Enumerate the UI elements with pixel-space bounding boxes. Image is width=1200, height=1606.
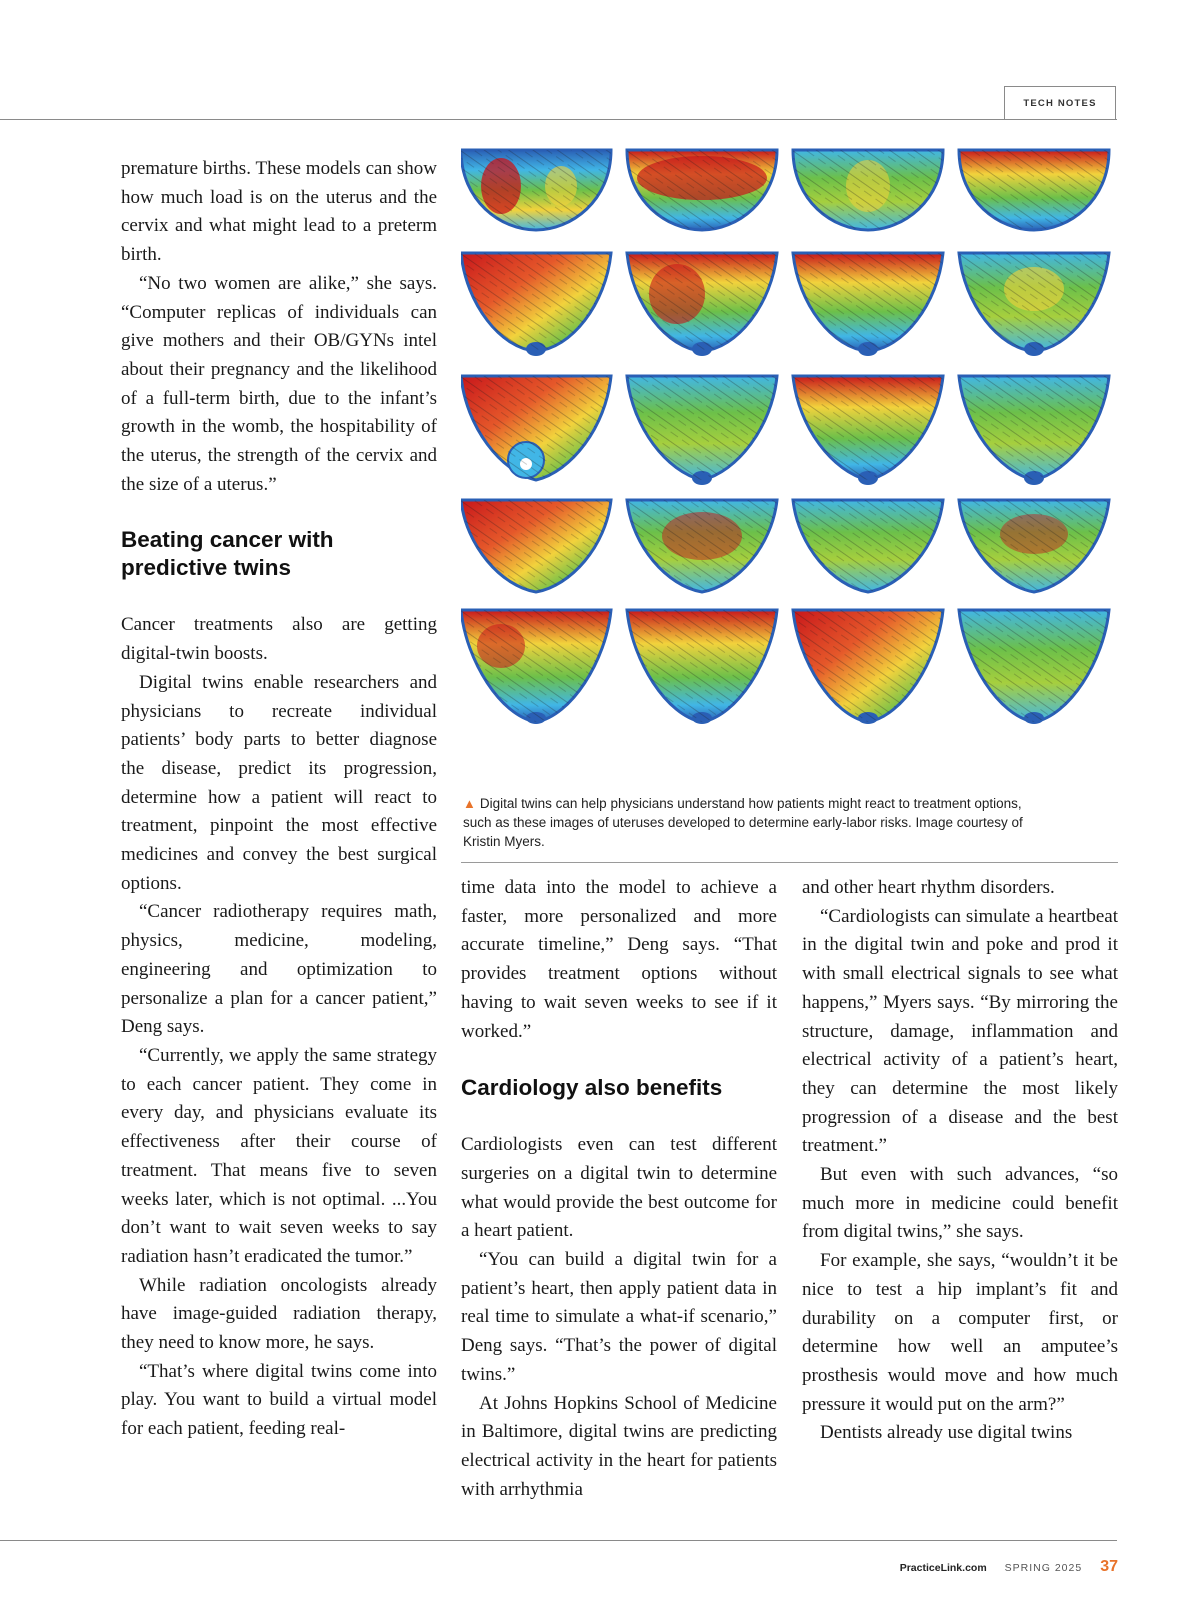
uterus-image-grid (461, 146, 1118, 761)
uterus-image (461, 376, 611, 480)
heading-line: predictive twins (121, 555, 292, 581)
uterus-image (461, 500, 611, 592)
paragraph: Cancer treatments also are getting digital-twin boosts. (121, 614, 437, 665)
column-2 (461, 874, 777, 1504)
caption-rule (461, 862, 1118, 863)
uterus-image (461, 610, 611, 724)
row-2 (461, 253, 1109, 356)
uterus-image (959, 500, 1109, 592)
caption-triangle-icon: ▲ (463, 796, 476, 811)
uterus-image (461, 253, 611, 356)
paragraph: At Johns Hopkins School of Medicine in Baltimore, digital twins are predicting electrical activity in the heart for patients with arrhythmia (461, 1392, 777, 1500)
footer-rule (0, 1540, 1117, 1541)
column-3 (802, 874, 1118, 1448)
heading-line: Beating cancer with (121, 527, 334, 553)
paragraph: While radiation oncologists already have image-guided radiation therapy, they need to know more, he says. (121, 1274, 437, 1354)
uterus-image (959, 376, 1109, 485)
paragraph: For example, she says, “wouldn’t it be nice to test a hip implant’s fit and durability on a computer first, or determine how well an amputee’s prosthesis would move and how much pressure it would put on the arm?” (802, 1250, 1118, 1415)
uterus-image (627, 376, 777, 485)
paragraph: and other heart rhythm disorders. (802, 877, 1055, 898)
paragraph: “You can build a digital twin for a patient’s heart, then apply patient data in real time to simulate a what-if scenario,” Deng says. “That’s the power of digital twins.” (461, 1249, 777, 1385)
uterus-image (959, 150, 1109, 230)
uterus-image (793, 376, 943, 485)
paragraph: Dentists already use digital twins (820, 1422, 1073, 1444)
section-tag: TECH NOTES (1004, 86, 1116, 119)
row-4 (461, 500, 1109, 592)
uterus-image (627, 500, 777, 592)
uterus-image (627, 253, 777, 356)
section-heading-cardiology: Cardiology also benefits (461, 1075, 723, 1101)
uterus-image (793, 500, 943, 592)
paragraph: “Cancer radiotherapy requires math, physics, medicine, modeling, engineering and optimization to personalize a plan for a cancer patient,” Deng says. (121, 901, 437, 1038)
row-5 (461, 610, 1109, 724)
paragraph: “No two women are alike,” she says. “Computer replicas of individuals can give mothers and their OB/GYNs intel about their pregnancy and the likelihood of a full-term birth, due to the infant’s growth in the womb, the hospitability of the uterus, the strength of the cervix and the size of a uterus.” (121, 272, 437, 495)
uterus-image (959, 253, 1109, 356)
footer-site-link[interactable]: PracticeLink.com (899, 1562, 987, 1574)
uterus-image (793, 150, 943, 230)
paragraph: premature births. These models can show how much load is on the uterus and the cervix and what might lead to a preterm birth. (121, 158, 437, 266)
paragraph: “That’s where digital twins come into play. You want to build a virtual model for each patient, feeding real- (121, 1360, 437, 1440)
paragraph: Digital twins enable researchers and physicians to recreate individual patients’ body parts to better diagnose the disease, predict its progression, determine how a patient will react to treatment, pinpoint the most effective medicines and convey the best surgical options. (121, 671, 437, 894)
uterus-image (627, 610, 777, 724)
row-1 (461, 150, 1109, 230)
page-number: 37 (1100, 1558, 1118, 1575)
uterus-image (461, 150, 611, 230)
column-1 (121, 155, 437, 1444)
header-rule (0, 119, 1117, 120)
paragraph: time data into the model to achieve a faster, more personalized and more accurate timeline,” Deng says. “That provides treatment options without having to wait seven weeks to see if it worked.” (461, 877, 777, 1042)
section-heading-cancer (121, 526, 437, 582)
page-footer (900, 1558, 1118, 1576)
uterus-image (627, 150, 777, 230)
uterus-simulation-figure (461, 146, 1118, 761)
paragraph: “Currently, we apply the same strategy to each cancer patient. They come in every day, and physicians evaluate its effectiveness after their course of treatment. That means five to seven weeks later, which is not optimal. ...You don’t want to wait seven weeks to say radiation hasn’t eradicated the tumor.” (121, 1044, 437, 1267)
paragraph: But even with such advances, “so much more in medicine could benefit from digital twins,” she says. (802, 1164, 1118, 1243)
uterus-image (793, 610, 943, 724)
uterus-image (959, 610, 1109, 724)
footer-issue: SPRING 2025 (1004, 1562, 1083, 1574)
caption-text: Digital twins can help physicians understand how patients might react to treatment options, such as these images of uteruses developed to determine early-labor risks. Image courtesy of Kristin Myers. (463, 796, 1023, 849)
figure-caption (463, 794, 1023, 851)
row-3 (461, 376, 1109, 485)
paragraph: Cardiologists even can test different surgeries on a digital twin to determine what would provide the best outcome for a heart patient. (461, 1134, 777, 1242)
paragraph: “Cardiologists can simulate a heartbeat in the digital twin and poke and prod it with small electrical signals to see what happens,” Myers says. “By mirroring the structure, damage, inflammation and electrical activity of a patient’s heart, they can determine the most likely progression of a disease and the best treatment.” (802, 905, 1118, 1157)
uterus-image (793, 253, 943, 356)
